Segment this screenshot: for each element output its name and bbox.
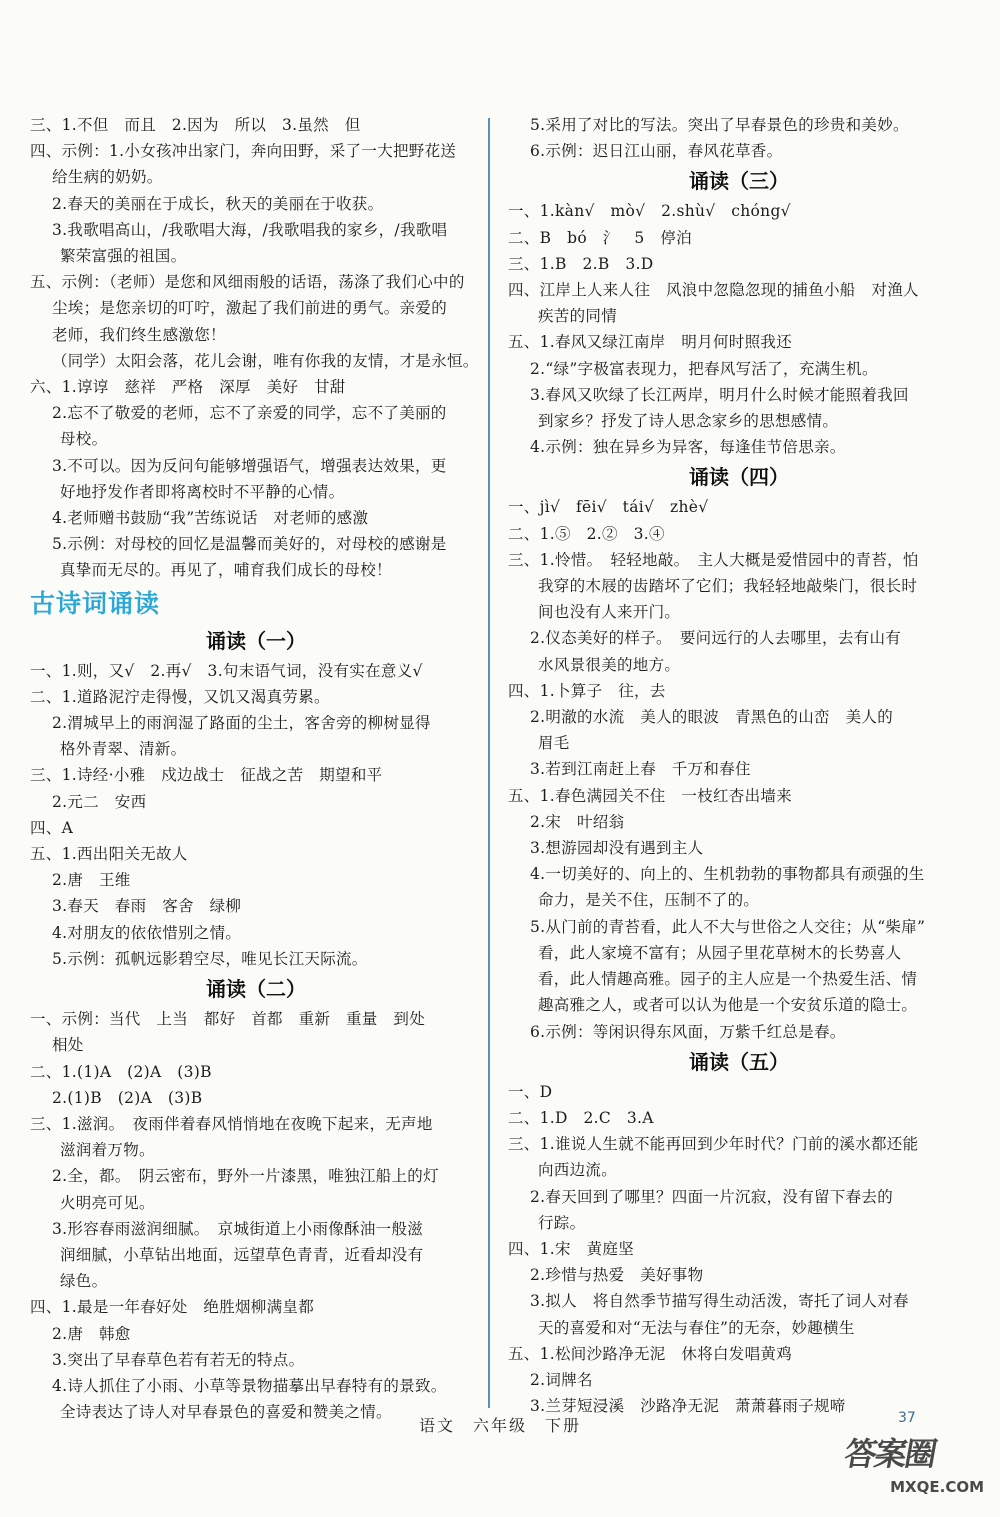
answer-line: 四、1.宋 黄庭坚 (508, 1239, 634, 1258)
answer-line: 2.全，都。 阴云密布，野外一片漆黑，唯独江船上的灯 (52, 1167, 439, 1186)
answer-line: 天的喜爱和对“无法与春住”的无奈，妙趣横生 (538, 1318, 855, 1337)
answer-line: 三、1.谁说人生就不能再回到少年时代？门前的溪水都还能 (508, 1135, 919, 1154)
answer-line: 命力，是关不住，压制不了的。 (538, 891, 760, 910)
answer-line: 4.对朋友的依依惜别之情。 (52, 923, 242, 942)
watermark-logo-text: 答案圈 (841, 1435, 939, 1473)
answer-line: 一、D (508, 1082, 553, 1101)
right-column (508, 112, 970, 1419)
answer-line: 5.从门前的青苔看，此人不大与世俗之人交往；从“柴扉” (530, 917, 926, 936)
answer-line: 一、1.则，又√ 2.再√ 3.句末语气词，没有实在意义√ (30, 661, 423, 680)
answer-line: 4.诗人抓住了小雨、小草等景物描摹出早春特有的景致。 (52, 1376, 447, 1395)
answer-line: 看，此人家境不富有；从园子里花草树木的长势喜人 (538, 943, 902, 962)
answer-line: 一、jì√ fēi√ tái√ zhè√ (508, 498, 709, 517)
answer-line: 真挚而无尽的。再见了，哺育我们成长的母校！ (60, 561, 392, 580)
answer-line: 3.形容春雨滋润细腻。 京城街道上小雨像酥油一般滋 (52, 1219, 424, 1238)
answer-line: 3.春风又吹绿了长江两岸，明月什么时候才能照着我回 (530, 385, 909, 404)
answer-line: 好地抒发作者即将离校时不平静的心情。 (60, 482, 345, 501)
answer-line: 五、1.西出阳关无故人 (30, 845, 188, 864)
answer-line: 二、1.道路泥泞走得慢，又饥又渴真劳累。 (30, 687, 330, 706)
answer-line: 6.示例：迟日江山丽，春风花草香。 (530, 142, 783, 161)
answer-line: 到家乡？抒发了诗人思念家乡的思想感情。 (538, 412, 839, 431)
left-column (30, 112, 482, 1425)
answer-line: 2.明澈的水流 美人的眼波 青黑色的山峦 美人的 (530, 708, 893, 727)
answer-line: 母校。 (60, 430, 108, 449)
answer-line: 间也没有人来开门。 (538, 603, 681, 622)
answer-line: 2.珍惜与热爱 美好事物 (530, 1266, 704, 1285)
answer-line: 5.采用了对比的写法。突出了早春景色的珍贵和美妙。 (530, 116, 909, 134)
subsection-heading: 诵读（一） (206, 628, 306, 653)
column-divider (488, 118, 490, 1408)
answer-line: 2.词牌名 (530, 1370, 593, 1389)
answer-line: 2.宋 叶绍翁 (530, 812, 625, 831)
answer-line: 3.我歌唱高山，/我歌唱大海，/我歌唱我的家乡，/我歌唱 (52, 220, 448, 239)
subsection-heading: 诵读（二） (206, 977, 306, 1002)
answer-line: 五、1.春风又绿江南岸 明月何时照我还 (508, 333, 792, 352)
answer-line: 3.突出了早春草色若有若无的特点。 (52, 1350, 305, 1369)
page-number: 37 (898, 1410, 916, 1426)
answer-line: 2.唐 韩愈 (52, 1324, 131, 1343)
answer-line: 2.仪态美好的样子。 要问远行的人去哪里，去有山有 (530, 629, 902, 648)
answer-line: 3.若到江南赶上春 千万和春住 (530, 760, 751, 779)
answer-line: 6.示例：等闲识得东风面，万紫千红总是春。 (530, 1022, 846, 1041)
answer-line: 二、1.D 2.C 3.A (508, 1108, 654, 1127)
answer-line: （同学）太阳会落，花儿会谢，唯有你我的友情，才是永恒。 (52, 351, 479, 370)
answer-line: 2.春天的美丽在于成长，秋天的美丽在于收获。 (52, 194, 384, 213)
answer-line: 2.唐 王维 (52, 871, 131, 890)
answer-line: 5.示例：对母校的回忆是温馨而美好的，对母校的感谢是 (52, 535, 447, 554)
answer-line: 3.不可以。因为反问句能够增强语气，增强表达效果，更 (52, 456, 447, 475)
subsection-heading: 诵读（五） (689, 1049, 789, 1074)
answer-line: 2.忘不了敬爱的老师，忘不了亲爱的同学，忘不了美丽的 (52, 404, 447, 423)
answer-line: 老师，我们终生感激您！ (52, 325, 226, 344)
answer-line: 火明亮可见。 (60, 1193, 155, 1212)
answer-line: 3.想游园却没有遇到主人 (530, 839, 704, 858)
answer-line: 行踪。 (538, 1213, 586, 1232)
answer-line: 2.春天回到了哪里？四面一片沉寂，没有留下春去的 (530, 1187, 893, 1206)
answer-line: 给生病的奶奶。 (52, 168, 163, 187)
answer-line: 六、1.谆谆 慈祥 严格 深厚 美好 甘甜 (30, 378, 346, 397)
answer-line: 二、B bó 氵 5 停泊 (508, 228, 692, 247)
answer-line: 三、1.B 2.B 3.D (508, 254, 654, 273)
answer-line: 疾苦的同情 (538, 307, 618, 326)
answer-line: 一、1.kàn√ mò√ 2.shù√ chóng√ (508, 202, 791, 221)
answer-line: 二、1.⑤ 2.② 3.④ (508, 524, 665, 543)
answer-line: 一、示例：当代 上当 都好 首都 重新 重量 到处 (30, 1010, 426, 1029)
answer-line: 五、示例：（老师）是您和风细雨般的话语，荡涤了我们心中的 (30, 273, 465, 292)
watermark-url: MXQE.COM (890, 1478, 984, 1496)
answer-line: 4.一切美好的、向上的、生机勃勃的事物都具有顽强的生 (530, 865, 925, 884)
answer-line: 向西边流。 (538, 1161, 618, 1180)
answer-line: 繁荣富强的祖国。 (60, 247, 187, 266)
answer-line: 看，此人情趣高雅。园子的主人应是一个热爱生活、情 (538, 970, 918, 989)
answer-line: 四、1.最是一年春好处 绝胜烟柳满皇都 (30, 1298, 314, 1317)
subsection-heading: 诵读（四） (689, 465, 789, 490)
answer-line: 四、示例：1.小女孩冲出家门，奔向田野，采了一大把野花送 (30, 142, 457, 161)
answer-line: 我穿的木屐的齿踏坏了它们；我轻轻地敲柴门，很长时 (538, 577, 918, 596)
answer-line: 尘埃；是您亲切的叮咛，激起了我们前进的勇气。亲爱的 (52, 299, 448, 318)
answer-line: 3.拟人 将自然季节描写得生动活泼，寄托了词人对春 (530, 1292, 909, 1311)
answer-line: 二、1.(1)A (2)A (3)B (30, 1062, 212, 1081)
answer-line: 三、1.诗经·小雅 戍边战士 征战之苦 期望和平 (30, 766, 383, 785)
answer-line: 三、1.怜惜。 轻轻地敲。 主人大概是爱惜园中的青苔，怕 (508, 550, 919, 569)
answer-line: 三、1.不但 而且 2.因为 所以 3.虽然 但 (30, 116, 361, 134)
answer-line: 绿色。 (60, 1272, 108, 1291)
answer-line: 2.元二 安西 (52, 792, 147, 811)
answer-line: 2.“绿”字极富表现力，把春风写活了，充满生机。 (530, 359, 878, 378)
answer-line: 5.示例：孤帆远影碧空尽，唯见长江天际流。 (52, 949, 368, 968)
answer-line: 四、1.卜算子 往，去 (508, 681, 666, 700)
answer-line: 四、江岸上人来人往 风浪中忽隐忽现的捕鱼小船 对渔人 (508, 281, 919, 300)
subsection-heading: 诵读（三） (689, 169, 789, 194)
answer-line: 相处 (52, 1036, 84, 1055)
answer-line: 水风景很美的地方。 (538, 655, 681, 674)
answer-line: 五、1.春色满园关不住 一枝红杏出墙来 (508, 786, 792, 805)
answer-line: 2.(1)B (2)A (3)B (52, 1088, 203, 1107)
answer-line: 格外青翠、清新。 (60, 740, 187, 759)
answer-line: 眉毛 (538, 734, 570, 753)
answer-line: 4.示例：独在异乡为异客，每逢佳节倍思亲。 (530, 438, 846, 457)
answer-line: 五、1.松间沙路净无泥 休将白发唱黄鸡 (508, 1344, 792, 1363)
page-footer: 语文 六年级 下册 (418, 1416, 581, 1435)
answer-line: 趣高雅之人，或者可以认为他是一个安贫乐道的隐士。 (538, 996, 918, 1015)
answer-line: 2.渭城早上的雨润湿了路面的尘土，客舍旁的柳树显得 (52, 714, 431, 733)
answer-line: 三、1.滋润。 夜雨伴着春风悄悄地在夜晚下起来，无声地 (30, 1114, 433, 1133)
answer-line: 3.兰芽短浸溪 沙路净无泥 萧萧暮雨子规啼 (530, 1397, 846, 1416)
answer-line: 四、A (30, 818, 74, 837)
answer-line: 滋润着万物。 (60, 1141, 155, 1160)
answer-line: 3.春天 春雨 客舍 绿柳 (52, 897, 242, 916)
watermark-logo (841, 1430, 990, 1512)
answer-line: 润细腻，小草钻出地面，远望草色青青，近看却没有 (60, 1245, 424, 1264)
answer-line: 全诗表达了诗人对早春景色的喜爱和赞美之情。 (60, 1403, 392, 1422)
answer-line: 4.老师赠书鼓励“我”苦练说话 对老师的感激 (52, 509, 369, 528)
section-title: 古诗词诵读 (30, 588, 161, 618)
